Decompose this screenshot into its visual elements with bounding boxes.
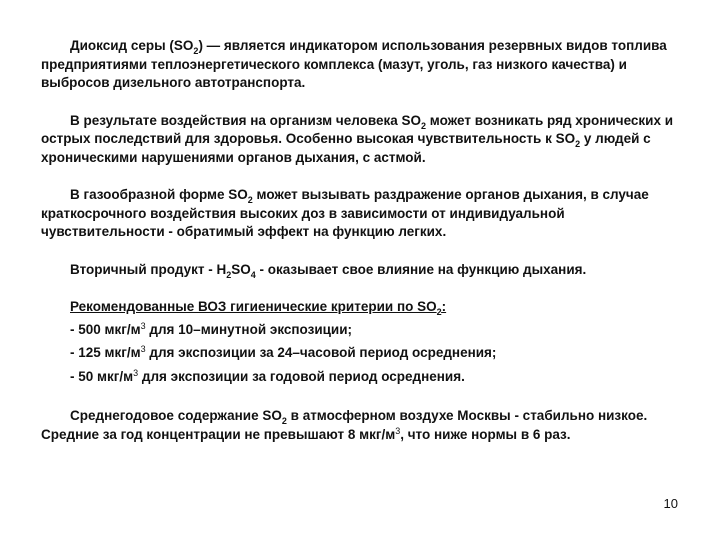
- p6-text-c: , что ниже нормы в 6 раз.: [400, 426, 571, 442]
- item-sup: 3: [140, 320, 146, 331]
- p2-sub-1: 2: [421, 120, 427, 131]
- p3-sub: 2: [247, 195, 253, 205]
- item-text-b: для экспозиции за годовой период осреднения.: [138, 368, 465, 384]
- p1-text-a: Диоксид серы (SO: [70, 38, 194, 53]
- who-criteria-block: [41, 298, 681, 386]
- p4-text-b: SO: [231, 261, 251, 277]
- p5-heading-text-a: Рекомендованные ВОЗ гигиенические критерии по SO: [70, 299, 437, 314]
- p4-text-a: Вторичный продукт - H: [70, 261, 227, 277]
- item-sup: 3: [133, 367, 139, 378]
- p2-text-b: может возникать ряд хронических и острых последствий для здоровья. Особенно высокая чувствительность к SO: [41, 112, 674, 146]
- item-sup: 3: [140, 344, 146, 354]
- item-text-a: - 500 мкг/м: [70, 321, 141, 337]
- p3-text-a: В газообразной форме SO: [70, 187, 248, 202]
- p2-text-c: у людей с хроническими нарушениями органов дыхания, с астмой.: [41, 131, 651, 165]
- item-text-a: - 125 мкг/м: [70, 345, 141, 360]
- who-criteria-item: [41, 321, 681, 340]
- p4-text-c: - оказывает свое влияние на функцию дыхания.: [255, 261, 587, 277]
- slide-body: [41, 37, 681, 444]
- who-criteria-heading: [41, 298, 681, 317]
- p4-sub-1: 2: [226, 269, 232, 280]
- item-text-a: - 50 мкг/м: [70, 368, 134, 384]
- paragraph-gaseous-form: [41, 186, 681, 242]
- item-text-b: для экспозиции за 24–часовой период осреднения;: [145, 345, 497, 360]
- p1-sub: 2: [193, 46, 199, 56]
- page-number: 10: [663, 495, 678, 511]
- p5-heading-sub: 2: [436, 307, 442, 317]
- item-text-b: для 10–минутной экспозиции;: [145, 321, 353, 337]
- p6-text-a: Среднегодовое содержание SO: [70, 408, 282, 423]
- p6-sub: 2: [281, 416, 287, 426]
- paragraph-moscow-levels: [41, 407, 681, 444]
- p5-heading-text-b: :: [441, 299, 447, 314]
- p2-sub-2: 2: [575, 139, 581, 149]
- p1-text-b: ) — является индикатором использования резервных видов топлива предприятиями теплоэнергетического комплекса (мазут, уголь, газ низкого качества) и выбросов дизельного автотранспорта.: [41, 38, 667, 90]
- p3-text-b: может вызывать раздражение органов дыхания, в случае краткосрочного воздействия высоких доз в зависимости от индивидуальной чувствительности - обратимый эффект на функцию легких.: [41, 187, 649, 239]
- paragraph-health-effects: [41, 112, 681, 168]
- paragraph-secondary-product: [41, 261, 681, 280]
- p6-sup: 3: [395, 425, 401, 436]
- p6-text-b: в атмосферном воздухе Москвы - стабильно низкое. Средние за год концентрации не превышают 8 мкг/м: [41, 408, 648, 442]
- p2-text-a: В результате воздействия на организм человека SO: [70, 112, 421, 128]
- paragraph-so2-indicator: [41, 37, 681, 93]
- who-criteria-item: [41, 344, 681, 363]
- who-criteria-item: [41, 368, 681, 387]
- p4-sub-2: 4: [250, 269, 256, 280]
